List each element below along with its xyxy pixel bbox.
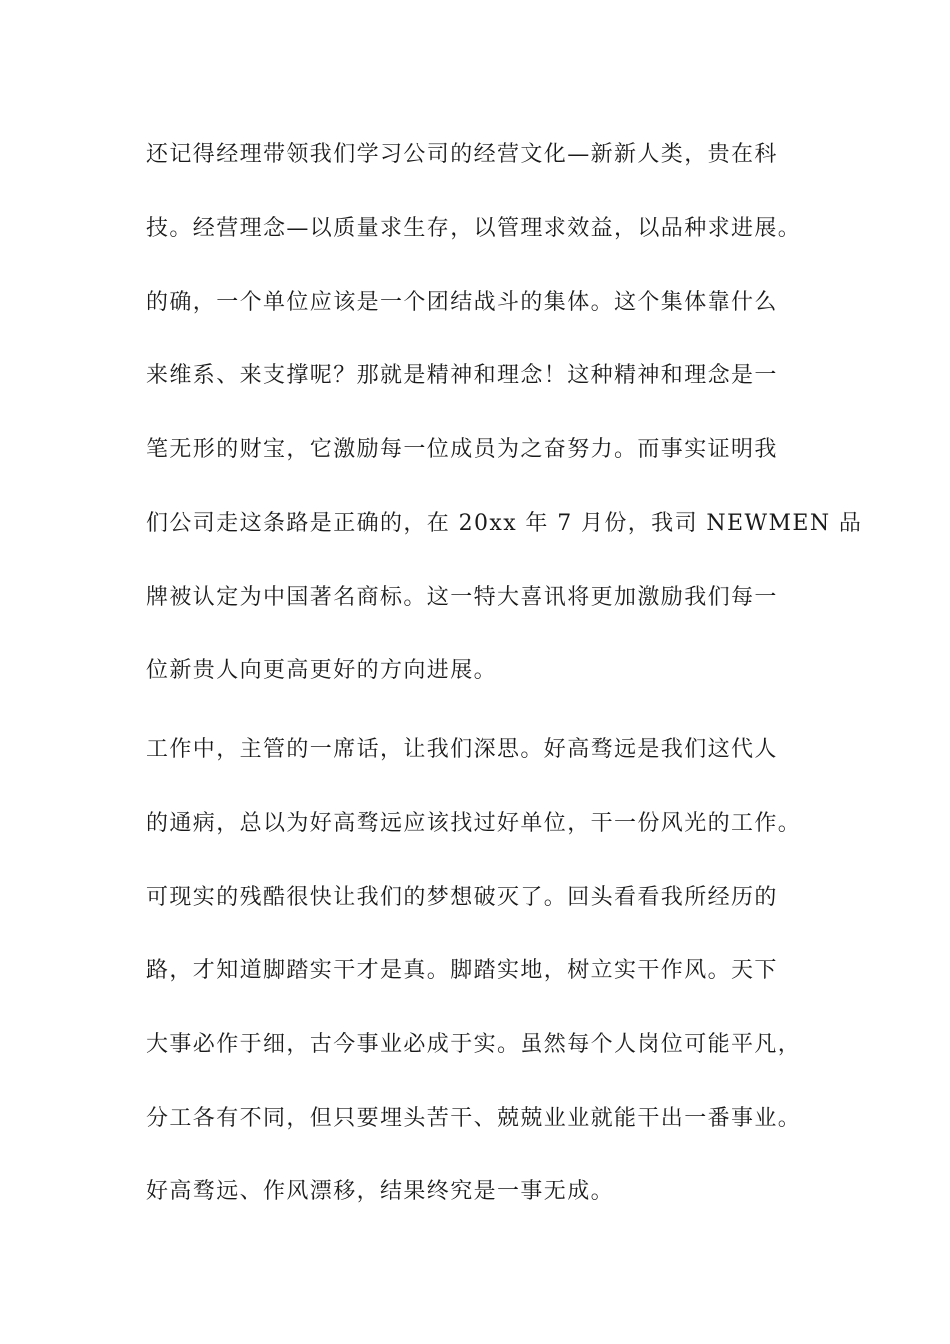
text-line: 工作中，主管的一席话，让我们深思。好高骛远是我们这代人 bbox=[146, 737, 778, 762]
text-line: 好高骛远、作风漂移，结果终究是一事无成。 bbox=[146, 1179, 615, 1204]
text-line: 路，才知道脚踏实干才是真。脚踏实地，树立实干作风。天下 bbox=[146, 958, 778, 983]
text-line: 来维系、来支撑呢？那就是精神和理念！这种精神和理念是一 bbox=[146, 363, 778, 388]
text-line: 大事必作于细，古今事业必成于实。虽然每个人岗位可能平凡， bbox=[146, 1032, 802, 1057]
text-line: 的确，一个单位应该是一个团结战斗的集体。这个集体靠什么 bbox=[146, 290, 778, 315]
text-line: 还记得经理带领我们学习公司的经营文化—新新人类，贵在科 bbox=[146, 142, 778, 167]
text-line: 可现实的残酷很快让我们的梦想破灭了。回头看看我所经历的 bbox=[146, 885, 778, 910]
text-line: 技。经营理念—以质量求生存，以管理求效益，以品种求进展。 bbox=[146, 216, 802, 241]
text-line: 分工各有不同，但只要埋头苦干、兢兢业业就能干出一番事业。 bbox=[146, 1106, 802, 1131]
text-line: 位新贵人向更高更好的方向进展。 bbox=[146, 658, 498, 683]
text-line: 们公司走这条路是正确的，在 20xx 年 7 月份，我司 NEWMEN 品 bbox=[146, 511, 863, 536]
text-line: 的通病，总以为好高骛远应该找过好单位，干一份风光的工作。 bbox=[146, 811, 802, 836]
text-line: 笔无形的财宝，它激励每一位成员为之奋努力。而事实证明我 bbox=[146, 437, 778, 462]
text-line: 牌被认定为中国著名商标。这一特大喜讯将更加激励我们每一 bbox=[146, 585, 778, 610]
